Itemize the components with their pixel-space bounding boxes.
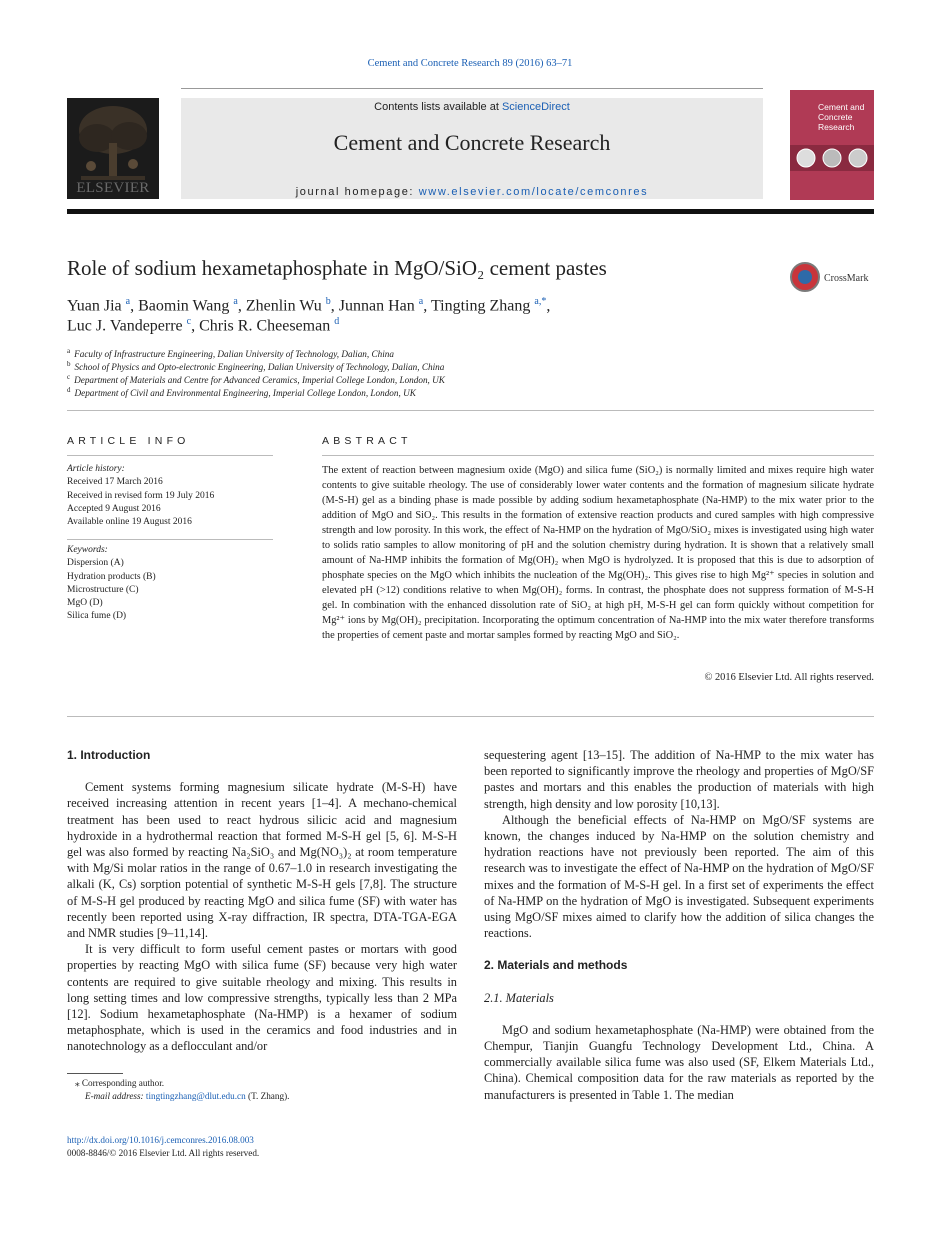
keyword: Dispersion (A): [67, 558, 124, 569]
author-separator: ,: [330, 297, 339, 315]
header-thick-rule: [67, 209, 874, 214]
section-heading-methods: 2. Materials and methods: [484, 958, 628, 973]
affiliation-text: Faculty of Infrastructure Engineering, Dalian University of Technology, Dalian, China: [74, 349, 394, 360]
journal-reference[interactable]: Cement and Concrete Research 89 (2016) 63–71: [367, 58, 573, 69]
elsevier-wordmark: ELSEVIER: [76, 180, 150, 196]
cover-title: [818, 102, 864, 132]
author: Yuan Jia: [67, 297, 126, 315]
affiliation: [67, 360, 444, 372]
keyword: Microstructure (C): [67, 584, 139, 595]
history-item: Accepted 9 August 2016: [67, 503, 161, 514]
author: Chris R. Cheeseman: [199, 317, 335, 335]
contents-available: [181, 101, 763, 113]
email-label: E-mail address:: [85, 1091, 146, 1101]
article-history: [67, 463, 273, 529]
author-affiliation-marker[interactable]: d: [334, 316, 340, 327]
author-affiliation-marker[interactable]: a,*: [534, 296, 547, 307]
author: Junnan Han: [338, 297, 419, 315]
author-separator: ,: [130, 297, 139, 315]
doi-link[interactable]: [67, 1135, 254, 1145]
subsection-heading-materials: 2.1. Materials: [484, 990, 554, 1005]
affiliation-marker: d: [67, 386, 71, 394]
affiliation-text: School of Physics and Opto-electronic Engineering, Dalian University of Technology, Dalian, China: [74, 362, 445, 373]
email-link[interactable]: tingtingzhang@dlut.edu.cn: [145, 1091, 246, 1101]
footnote-rule: [67, 1073, 123, 1074]
elsevier-logo: [67, 98, 159, 199]
cover-image-strip: [790, 145, 874, 171]
crossmark-label: CrossMark: [824, 273, 869, 284]
cover-line: Research: [818, 122, 855, 132]
affiliation: [67, 386, 416, 398]
affiliation-text: Department of Civil and Environmental Engineering, Imperial College London, London, UK: [74, 388, 416, 399]
author: Tingting Zhang: [430, 297, 535, 315]
email-note: [85, 1091, 289, 1101]
crossmark-icon: [790, 262, 820, 292]
section-heading-introduction: 1. Introduction: [67, 748, 151, 762]
keywords-rule: [67, 539, 273, 540]
keywords-label: Keywords:: [67, 545, 108, 555]
body-paragraph: sequestering agent [13–15]. The addition of Na-HMP to the mix water has been reported to significantly improve the rheology and properties of MgO/SF pastes and mortars and this enables the production of materials with high strength, high density and low porosity [10,13].: [484, 748, 874, 811]
author: Zhenlin Wu: [245, 297, 326, 315]
affiliation-marker: c: [67, 373, 71, 381]
body-paragraph: Although the beneficial effects of Na-HMP on MgO/SF systems are known, the changes induced by Na-HMP on the solution chemistry and hydration reactions have not previously been reported. The aim of this research was to investigate the effect of Na-HMP on the hydration of MgO/SF mixes and the formation of M-S-H gel. In a first set of experiments the effect of Na-HMP on the hydration of MgO is investigated. Subsequent experiments using MgO/SF mixes aimed to clarify how the addition of silica changes the reactions.: [484, 812, 874, 941]
doi-text[interactable]: http://dx.doi.org/10.1016/j.cemconres.2016.08.003: [67, 1135, 254, 1145]
author-affiliation-marker[interactable]: a: [125, 296, 131, 307]
homepage-link[interactable]: www.elsevier.com/locate/cemconres: [418, 186, 649, 198]
cover-line: Concrete: [818, 112, 853, 122]
author: Baomin Wang: [138, 297, 234, 315]
abstract-bottom-rule: [67, 716, 874, 717]
contents-prefix: Contents lists available at: [374, 101, 502, 113]
article-title: Role of sodium hexametaphosphate in MgO/SiO₂ cement pastes: [67, 256, 607, 280]
sciencedirect-link[interactable]: ScienceDirect: [501, 101, 570, 113]
abstract-copyright: © 2016 Elsevier Ltd. All rights reserved.: [704, 672, 874, 683]
article-info-rule: [67, 455, 273, 456]
author-separator: ,: [237, 297, 246, 315]
author-list-line-2: [67, 316, 339, 335]
section-divider: [67, 410, 874, 411]
journal-cover-thumbnail[interactable]: [790, 90, 874, 200]
affiliation-text: Department of Materials and Centre for Advanced Ceramics, Imperial College London, London, UK: [74, 375, 445, 386]
header-rule: [181, 88, 763, 89]
affiliation: [67, 373, 445, 385]
author-affiliation-marker[interactable]: b: [325, 296, 331, 307]
author-affiliation-marker[interactable]: a: [418, 296, 424, 307]
journal-homepage: [181, 186, 763, 198]
issn-line: 0008-8846/© 2016 Elsevier Ltd. All rights reserved.: [67, 1148, 260, 1158]
journal-banner: [181, 98, 763, 199]
body-right-column: [484, 747, 874, 1103]
history-label: Article history:: [67, 464, 125, 474]
history-item: Received in revised form 19 July 2016: [67, 490, 215, 501]
affiliation-marker: b: [67, 360, 71, 368]
history-item: Received 17 March 2016: [67, 477, 163, 488]
author-affiliation-marker[interactable]: a: [233, 296, 238, 307]
body-paragraph: It is very difficult to form useful cement pastes or mortars with good properties by reacting MgO with silica fume (SF) because very high water contents are required to give suitable rheology and mixing. This results in long setting times and low compressive strengths, typically less than 2 MPa [12]. Sodium hexametaphosphate (Na-HMP) is a hexamer of sodium metaphosphate, which is used in the ceramics and food industries and in nanotechnology as a deflocculant and/or: [67, 942, 457, 1054]
keyword: Silica fume (D): [67, 611, 127, 622]
corresponding-author-note: ⁎ Corresponding author.: [75, 1078, 165, 1088]
abstract-text: The extent of reaction between magnesium oxide (MgO) and silica fume (SiO₂) is normally limited and mixes require high water contents to give suitable rheology. The use of considerably lower water contents and the formation of magnesium silicate hydrate (M-S-H) gel as a binding phase is made possible by adding sodium hexametaphosphate (Na-HMP) to the mix water prior to the addition of MgO and SiO₂. This results in the formation of extensive reaction products and cured samples with high compressive strength and low porosity. In this work, the effect of Na-HMP on the hydration of MgO/SiO₂ mixes is investigated using high water to solids ratio samples to allow monitoring of pH and the solution chemistry during hydration. It is shown that a relatively small amount of Na-HMP inhibits the formation of Mg(OH)₂ when MgO is hydrolyzed. It is proposed that this is due to adsorption of phosphate species on the MgO which inhibits the nucleation of the Mg(OH)₂. This gives rise to high Mg²⁺ species in solution and elevated pH (>12) conditions relative to when Mg(OH)₂ forms. In contrast, the phosphate does not suppress formation of M-S-H gel. In combination with the enhanced dissolution rate of SiO₂ at high pH, M-S-H gel can form quickly without competition for Mg²⁺ ions by Mg(OH)₂ precipitation. Incorporating the optimum concentration of Na-HMP into the mix water therefore transforms the properties of cement paste and mortar samples formed by reacting MgO and SiO₂.: [322, 465, 874, 641]
author: Luc J. Vandeperre: [67, 317, 187, 335]
author-separator: ,: [546, 297, 551, 315]
abstract-heading: ABSTRACT: [322, 435, 412, 447]
affiliation-marker: a: [67, 347, 71, 355]
crossmark-badge[interactable]: [790, 262, 874, 294]
homepage-label: journal homepage:: [295, 186, 419, 198]
author-separator: ,: [423, 297, 431, 315]
author-list-line-1: [67, 296, 550, 315]
author-affiliation-marker[interactable]: c: [186, 316, 192, 327]
body-paragraph: Cement systems forming magnesium silicate hydrate (M-S-H) have received increasing attention in recent years [1–4]. A mechano-chemical treatment has been used to react hydrous silicic acid and magnesium hydroxide in a hydrothermal reaction that formed M-S-H gel [5, 6]. M-S-H gel was also formed by reacting Na₂SiO₃ and Mg(NO₃)₂ at room temperature with Mg/Si molar ratios in the range of 0.67–1.0 in research investigating the alkali (K, Cs) sorption potential of synthetic M-S-H gels [7,8]. The structure of M-S-H gel produced by reacting MgO and silica fume (SF) with water has recently been reported using X-ray diffraction, IR spectra, DTA-TGA-EGA and NMR studies [9–11,14].: [67, 780, 457, 941]
body-left-column: [67, 747, 457, 1055]
cover-micrograph-icon: [790, 145, 874, 171]
journal-title: Cement and Concrete Research: [333, 130, 611, 155]
affiliation: [67, 347, 394, 359]
cover-line: Cement and: [818, 102, 865, 112]
email-suffix: (T. Zhang).: [245, 1091, 290, 1101]
article-info-heading: ARTICLE INFO: [67, 435, 190, 447]
author-separator: ,: [191, 317, 200, 335]
body-paragraph: MgO and sodium hexametaphosphate (Na-HMP) were obtained from the Chempur, Tianjin Guangfu Technology Development Ltd., China. A commercially available silica fume was also used (SF, Elkem Materials Ltd., China). Chemical composition data for the raw materials as reported by the manufacturers is presented in Table 1. The median: [484, 1022, 874, 1102]
abstract-rule: [322, 455, 874, 456]
history-item: Available online 19 August 2016: [67, 517, 192, 528]
keyword: MgO (D): [67, 598, 103, 609]
keywords: [67, 544, 273, 624]
keyword: Hydration products (B): [67, 571, 156, 582]
